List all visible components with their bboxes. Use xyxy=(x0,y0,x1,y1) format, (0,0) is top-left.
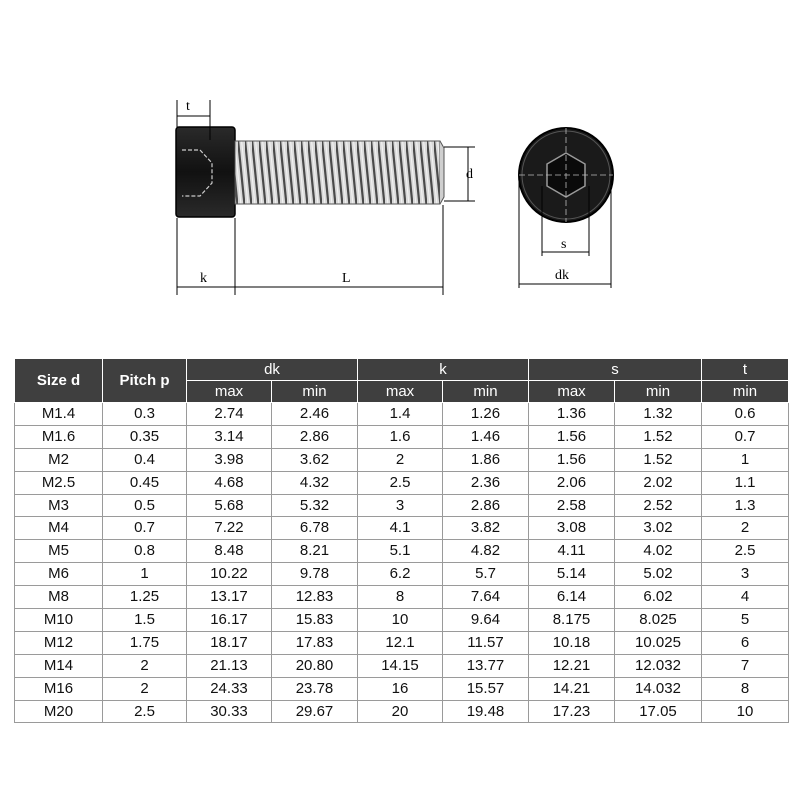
table-cell: 0.6 xyxy=(702,403,789,426)
table-cell: 20.80 xyxy=(272,654,358,677)
table-row xyxy=(15,586,789,609)
table-cell: 5.68 xyxy=(187,494,272,517)
table-cell: 5.32 xyxy=(272,494,358,517)
table-cell: 8.48 xyxy=(187,540,272,563)
screw-dimension-drawing xyxy=(0,0,800,340)
table-cell: 4.32 xyxy=(272,471,358,494)
table-row xyxy=(15,609,789,632)
table-cell: 1.1 xyxy=(702,471,789,494)
table-cell: 12.1 xyxy=(358,631,443,654)
table-row xyxy=(15,563,789,586)
table-cell: 3.02 xyxy=(615,517,702,540)
table-cell: 2.06 xyxy=(529,471,615,494)
header-k-min: min xyxy=(443,381,529,403)
table-row xyxy=(15,517,789,540)
table-cell: 16.17 xyxy=(187,609,272,632)
table-cell: 6 xyxy=(702,631,789,654)
table-cell: 7 xyxy=(702,654,789,677)
table-row xyxy=(15,448,789,471)
table-cell: 21.13 xyxy=(187,654,272,677)
header-dk: dk xyxy=(187,359,358,381)
table-cell: M14 xyxy=(15,654,103,677)
table-cell: 14.15 xyxy=(358,654,443,677)
table-row xyxy=(15,425,789,448)
table-cell: 10.18 xyxy=(529,631,615,654)
header-s-min: min xyxy=(615,381,702,403)
table-cell: 1.6 xyxy=(358,425,443,448)
table-cell: 16 xyxy=(358,677,443,700)
table-cell: 15.57 xyxy=(443,677,529,700)
table-cell: M2.5 xyxy=(15,471,103,494)
k-label: k xyxy=(200,271,207,286)
table-cell: 0.7 xyxy=(103,517,187,540)
table-cell: M8 xyxy=(15,586,103,609)
header-t-min: min xyxy=(702,381,789,403)
table-cell: 1 xyxy=(702,448,789,471)
table-cell: 1.25 xyxy=(103,586,187,609)
dk-label: dk xyxy=(555,268,569,283)
table-cell: 2 xyxy=(103,677,187,700)
table-cell: 2.5 xyxy=(103,700,187,723)
table-cell: 1.4 xyxy=(358,403,443,426)
table-cell: 23.78 xyxy=(272,677,358,700)
header-pitch: Pitch p xyxy=(103,359,187,403)
table-cell: 13.77 xyxy=(443,654,529,677)
table-cell: 10.22 xyxy=(187,563,272,586)
table-cell: 4.1 xyxy=(358,517,443,540)
table-cell: 8.21 xyxy=(272,540,358,563)
table-cell: 3.82 xyxy=(443,517,529,540)
table-cell: 3.08 xyxy=(529,517,615,540)
table-cell: 12.032 xyxy=(615,654,702,677)
table-cell: M6 xyxy=(15,563,103,586)
table-cell: 1.86 xyxy=(443,448,529,471)
table-cell: 18.17 xyxy=(187,631,272,654)
header-s-max: max xyxy=(529,381,615,403)
table-cell: 3.98 xyxy=(187,448,272,471)
table-cell: 2.58 xyxy=(529,494,615,517)
table-cell: M1.6 xyxy=(15,425,103,448)
table-cell: 3 xyxy=(358,494,443,517)
table-cell: 4.68 xyxy=(187,471,272,494)
table-cell: 1.32 xyxy=(615,403,702,426)
table-cell: 17.83 xyxy=(272,631,358,654)
table-cell: 3.62 xyxy=(272,448,358,471)
L-label: L xyxy=(342,271,351,286)
table-cell: 0.8 xyxy=(103,540,187,563)
table-row xyxy=(15,471,789,494)
table-cell: 2.02 xyxy=(615,471,702,494)
table-cell: 4.02 xyxy=(615,540,702,563)
table-cell: 0.7 xyxy=(702,425,789,448)
table-cell: 2.46 xyxy=(272,403,358,426)
table-cell: 20 xyxy=(358,700,443,723)
table-cell: 1.52 xyxy=(615,425,702,448)
table-cell: 2.52 xyxy=(615,494,702,517)
table-cell: 12.21 xyxy=(529,654,615,677)
table-cell: 8 xyxy=(358,586,443,609)
table-cell: 2.36 xyxy=(443,471,529,494)
header-dk-min: min xyxy=(272,381,358,403)
header-k-max: max xyxy=(358,381,443,403)
table-cell: 2 xyxy=(103,654,187,677)
s-label: s xyxy=(561,237,567,252)
table-cell: 0.45 xyxy=(103,471,187,494)
table-cell: 8.025 xyxy=(615,609,702,632)
table-cell: 0.35 xyxy=(103,425,187,448)
table-cell: 29.67 xyxy=(272,700,358,723)
header-k: k xyxy=(358,359,529,381)
table-row xyxy=(15,700,789,723)
table-cell: 24.33 xyxy=(187,677,272,700)
table-cell: 0.4 xyxy=(103,448,187,471)
table-cell: M16 xyxy=(15,677,103,700)
table-cell: 2 xyxy=(702,517,789,540)
table-cell: 5.1 xyxy=(358,540,443,563)
table-row xyxy=(15,403,789,426)
table-cell: 14.21 xyxy=(529,677,615,700)
table-cell: M20 xyxy=(15,700,103,723)
header-size: Size d xyxy=(15,359,103,403)
header-s: s xyxy=(529,359,702,381)
table-cell: M12 xyxy=(15,631,103,654)
table-cell: 3.14 xyxy=(187,425,272,448)
screw-side-view xyxy=(176,127,444,217)
table-cell: 2.74 xyxy=(187,403,272,426)
table-row xyxy=(15,494,789,517)
table-cell: M1.4 xyxy=(15,403,103,426)
table-cell: 4.11 xyxy=(529,540,615,563)
table-cell: 13.17 xyxy=(187,586,272,609)
table-cell: 1 xyxy=(103,563,187,586)
table-cell: 1.36 xyxy=(529,403,615,426)
table-cell: 8 xyxy=(702,677,789,700)
table-cell: 5.14 xyxy=(529,563,615,586)
table-cell: 10 xyxy=(358,609,443,632)
table-cell: 12.83 xyxy=(272,586,358,609)
screw-end-view xyxy=(519,128,613,222)
table-cell: 10 xyxy=(702,700,789,723)
table-cell: 9.78 xyxy=(272,563,358,586)
table-cell: 2.5 xyxy=(358,471,443,494)
table-cell: 6.14 xyxy=(529,586,615,609)
table-cell: 5.7 xyxy=(443,563,529,586)
table-row xyxy=(15,540,789,563)
table-cell: 1.46 xyxy=(443,425,529,448)
table-row xyxy=(15,631,789,654)
table-cell: 0.5 xyxy=(103,494,187,517)
table-cell: 4.82 xyxy=(443,540,529,563)
table-cell: 3 xyxy=(702,563,789,586)
table-cell: 5 xyxy=(702,609,789,632)
table-cell: 1.26 xyxy=(443,403,529,426)
table-cell: M5 xyxy=(15,540,103,563)
t-label: t xyxy=(186,99,190,114)
table-cell: 11.57 xyxy=(443,631,529,654)
table-cell: 15.83 xyxy=(272,609,358,632)
table-cell: 2.5 xyxy=(702,540,789,563)
table-cell: 17.23 xyxy=(529,700,615,723)
table-cell: 1.56 xyxy=(529,448,615,471)
table-cell: M10 xyxy=(15,609,103,632)
table-cell: M4 xyxy=(15,517,103,540)
table-cell: 30.33 xyxy=(187,700,272,723)
table-cell: 7.22 xyxy=(187,517,272,540)
table-cell: 4 xyxy=(702,586,789,609)
table-cell: 6.2 xyxy=(358,563,443,586)
table-cell: 2.86 xyxy=(272,425,358,448)
table-cell: 9.64 xyxy=(443,609,529,632)
table-row xyxy=(15,677,789,700)
table-cell: 1.52 xyxy=(615,448,702,471)
table-cell: M2 xyxy=(15,448,103,471)
table-cell: 1.56 xyxy=(529,425,615,448)
table-cell: 2 xyxy=(358,448,443,471)
table-cell: 5.02 xyxy=(615,563,702,586)
table-cell: 10.025 xyxy=(615,631,702,654)
specification-table xyxy=(14,358,789,723)
table-cell: 1.75 xyxy=(103,631,187,654)
table-cell: M3 xyxy=(15,494,103,517)
table-body xyxy=(15,403,789,723)
table-cell: 6.78 xyxy=(272,517,358,540)
table-cell: 19.48 xyxy=(443,700,529,723)
d-label: d xyxy=(466,167,473,182)
table-cell: 0.3 xyxy=(103,403,187,426)
table-cell: 6.02 xyxy=(615,586,702,609)
table-row xyxy=(15,654,789,677)
table-cell: 14.032 xyxy=(615,677,702,700)
table-cell: 1.5 xyxy=(103,609,187,632)
table-cell: 7.64 xyxy=(443,586,529,609)
table-cell: 8.175 xyxy=(529,609,615,632)
table-cell: 2.86 xyxy=(443,494,529,517)
table-cell: 17.05 xyxy=(615,700,702,723)
header-t: t xyxy=(702,359,789,381)
table-cell: 1.3 xyxy=(702,494,789,517)
header-dk-max: max xyxy=(187,381,272,403)
